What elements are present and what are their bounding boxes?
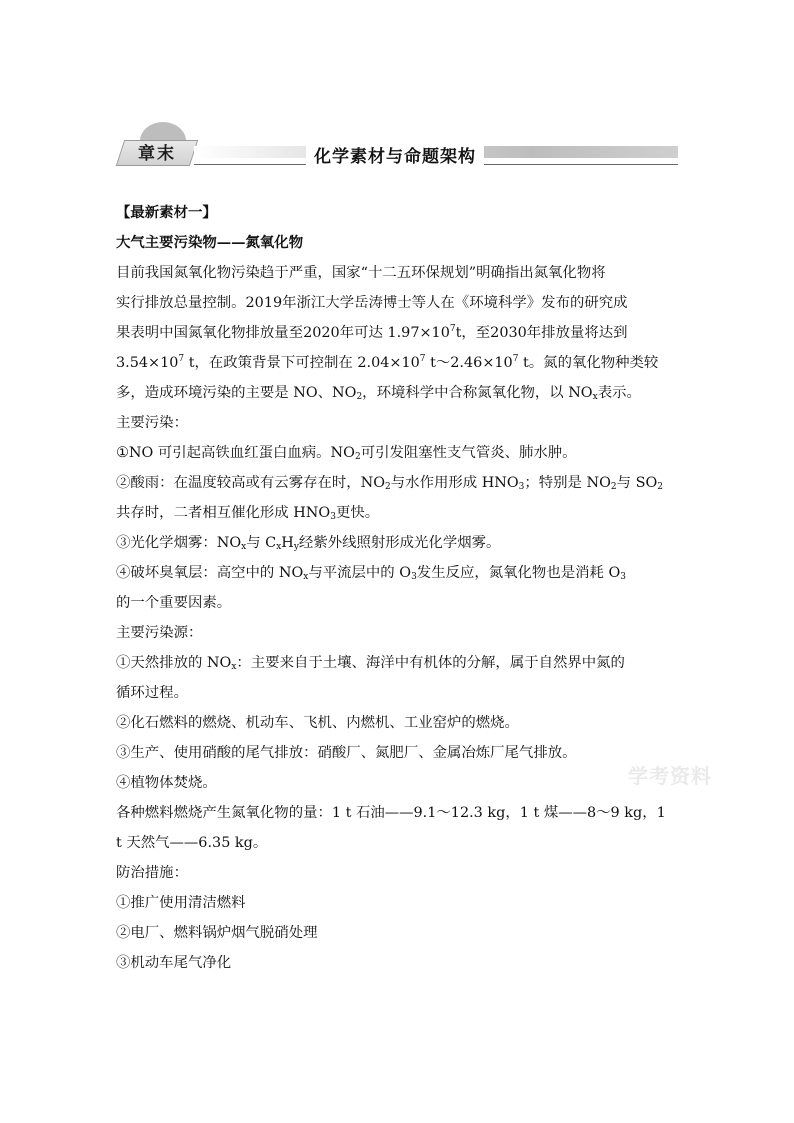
pollution-item-4-cont: 的一个重要因素。: [116, 595, 232, 611]
source-item-4: ④植物体焚烧。: [116, 775, 217, 791]
source-item-3: ③生产、使用硝酸的尾气排放：硝酸厂、氮肥厂、金属冶炼厂尾气排放。: [116, 745, 577, 761]
intro-line-4: $3.54\times 10^7$ t，在政策背景下可控制在 $2.04\times 10^7$ $t\sim 2.46\times 10^7$ t。氮的氧化物种类较: [116, 354, 659, 371]
chapter-header: [118, 118, 678, 170]
prevention-item-1: ①推广使用清洁燃料: [116, 895, 246, 911]
pollution-item-4: ④破坏臭氧层：高空中的 $NO_x$与平流层中的 $O_3$发生反应，氮氧化物也是消耗 $O_3$: [116, 565, 626, 582]
prevention-item-2: ②电厂、燃料锅炉烟气脱硝处理: [116, 925, 318, 941]
header-tab-label: 章末: [138, 144, 176, 164]
fuel-amount-line-1: 各种燃料燃烧产生氮氧化物的量：1 t 石油——9.1～12.3 kg，1 t 煤——8～9 kg，1: [116, 805, 666, 821]
source-item-1: ①天然排放的 $NO_x$：主要来自于土壤、海洋中有机体的分解，属于自然界中氮的: [116, 655, 625, 672]
watermark: 学考资料: [628, 764, 712, 788]
document-body: [116, 198, 682, 978]
intro-line-3: 果表明中国氮氧化物排放量至2020年可达 $1.97\times 10^7t$，至2030年排放量将达到: [116, 324, 628, 341]
intro-line-2: 实行排放总量控制。2019年浙江大学岳涛博士等人在《环境科学》发布的研究成: [116, 295, 628, 311]
header-title: 化学素材与命题架构: [306, 142, 484, 167]
prevention-item-3: ③机动车尾气净化: [116, 955, 232, 971]
topic-title: 大气主要污染物——氮氧化物: [116, 234, 304, 251]
fuel-amount-line-2: t 天然气——6.35 kg。: [116, 835, 268, 851]
prevention-heading: 防治措施：: [116, 865, 188, 881]
pollution-item-1: ①NO 可引起高铁血红蛋白血病。$NO_2$可引发阻塞性支气管炎、肺水肿。: [116, 445, 577, 462]
section-heading: 【最新素材一】: [116, 204, 217, 221]
sources-heading: 主要污染源：: [116, 625, 203, 641]
source-item-1-cont: 循环过程。: [116, 685, 188, 701]
intro-line-5: 多，造成环境污染的主要是 NO、$NO_2$，环境科学中合称氮氧化物，以 $NO_x$表示。: [116, 385, 641, 402]
pollution-item-3: ③光化学烟雾：$NO_x$与 $C_xH_y$经紫外线照射形成光化学烟雾。: [116, 535, 501, 552]
intro-line-1: 目前我国氮氧化物污染趋于严重，国家“十二五环保规划”明确指出氮氧化物将: [116, 265, 606, 281]
pollution-heading: 主要污染：: [116, 415, 188, 431]
pollution-item-2-cont: 共存时，二者相互催化形成 $HNO_3$更快。: [116, 505, 380, 522]
pollution-item-2: ②酸雨：在温度较高或有云雾存在时，$NO_2$与水作用形成 $HNO_3$；特别是 $NO_2$与 $SO_2$: [116, 475, 663, 492]
source-item-2: ②化石燃料的燃烧、机动车、飞机、内燃机、工业窑炉的燃烧。: [116, 715, 519, 731]
